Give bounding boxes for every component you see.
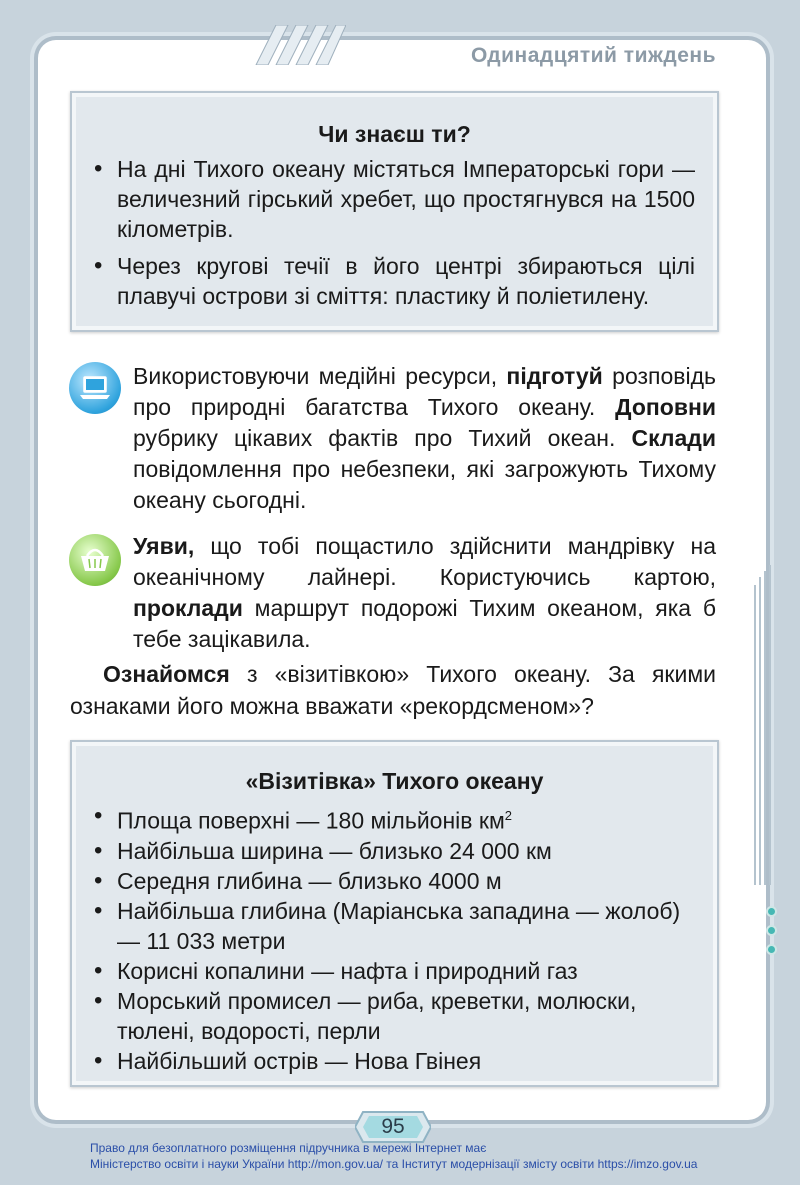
laptop-icon — [69, 362, 121, 414]
task-card-intro-text: Ознайомся з «візитівкою» Тихого океану. За якими ознаками його можна вважати «рекордсменом»? — [70, 661, 716, 719]
task-imagine-text: Уяви, що тобі пощастило здійснити мандрівку на океанічному лайнері. Користуючись картою, проклади маршрут подорожі Тихим океаном, яка б тебе зацікавила. — [133, 533, 716, 652]
list-item: • Найбільший острів — Нова Гвінея — [92, 1046, 695, 1076]
did-you-know-title: Чи знаєш ти? — [318, 121, 471, 147]
footer-line-2: Міністерство освіти і науки України http://mon.gov.ua/ та Інститут модернізації змісту освіти https://imzo.gov.ua — [90, 1157, 698, 1171]
basket-icon — [69, 534, 121, 586]
list-item: • Найбільша ширина — близько 24 000 км — [92, 836, 695, 866]
did-you-know-list — [92, 154, 695, 311]
list-item: • На дні Тихого океану містяться Імператорські гори — величезний гірський хребет, що простягнувся на 1500 кілометрів. — [92, 154, 695, 244]
side-stripes-decoration — [752, 565, 774, 895]
list-item: • Середня глибина — близько 4000 м — [92, 866, 695, 896]
ocean-card-title: «Візитівка» Тихого океану — [245, 768, 544, 794]
page-number: 95 — [381, 1115, 405, 1138]
header-stripes-decoration — [236, 25, 346, 65]
did-you-know-box — [70, 91, 719, 332]
task-research-text: Використовуючи медійні ресурси, підготуй розповідь про природні багатства Тихого океану. Доповни рубрику цікавих фактів про Тихий океан. Склади повідомлення про небезпеки, які загрожують Тихому океану сьогодні. — [133, 363, 716, 513]
ocean-card-list — [92, 801, 695, 1076]
side-dots-decoration — [768, 908, 775, 965]
list-item: • Морський промисел — риба, креветки, молюски, тюлені, водорості, перли — [92, 986, 695, 1046]
footer-copyright — [90, 1140, 730, 1172]
list-item: • Найбільша глибина (Маріанська западина — жолоб) — 11 033 метри — [92, 896, 695, 956]
ocean-card-box — [70, 740, 719, 1087]
page-number-badge — [355, 1110, 431, 1144]
chapter-title: Одинадцятий тиждень — [470, 44, 716, 67]
list-item: • Площа поверхні — 180 мільйонів $км^2$ — [92, 801, 695, 836]
footer-line-1: Право для безоплатного розміщення підручника в мережі Інтернет має — [90, 1141, 487, 1155]
list-item: • Корисні копалини — нафта і природний газ — [92, 956, 695, 986]
list-item: • Через кругові течії в його центрі збираються цілі плавучі острови зі сміття: пластику й поліетилену. — [92, 251, 695, 311]
